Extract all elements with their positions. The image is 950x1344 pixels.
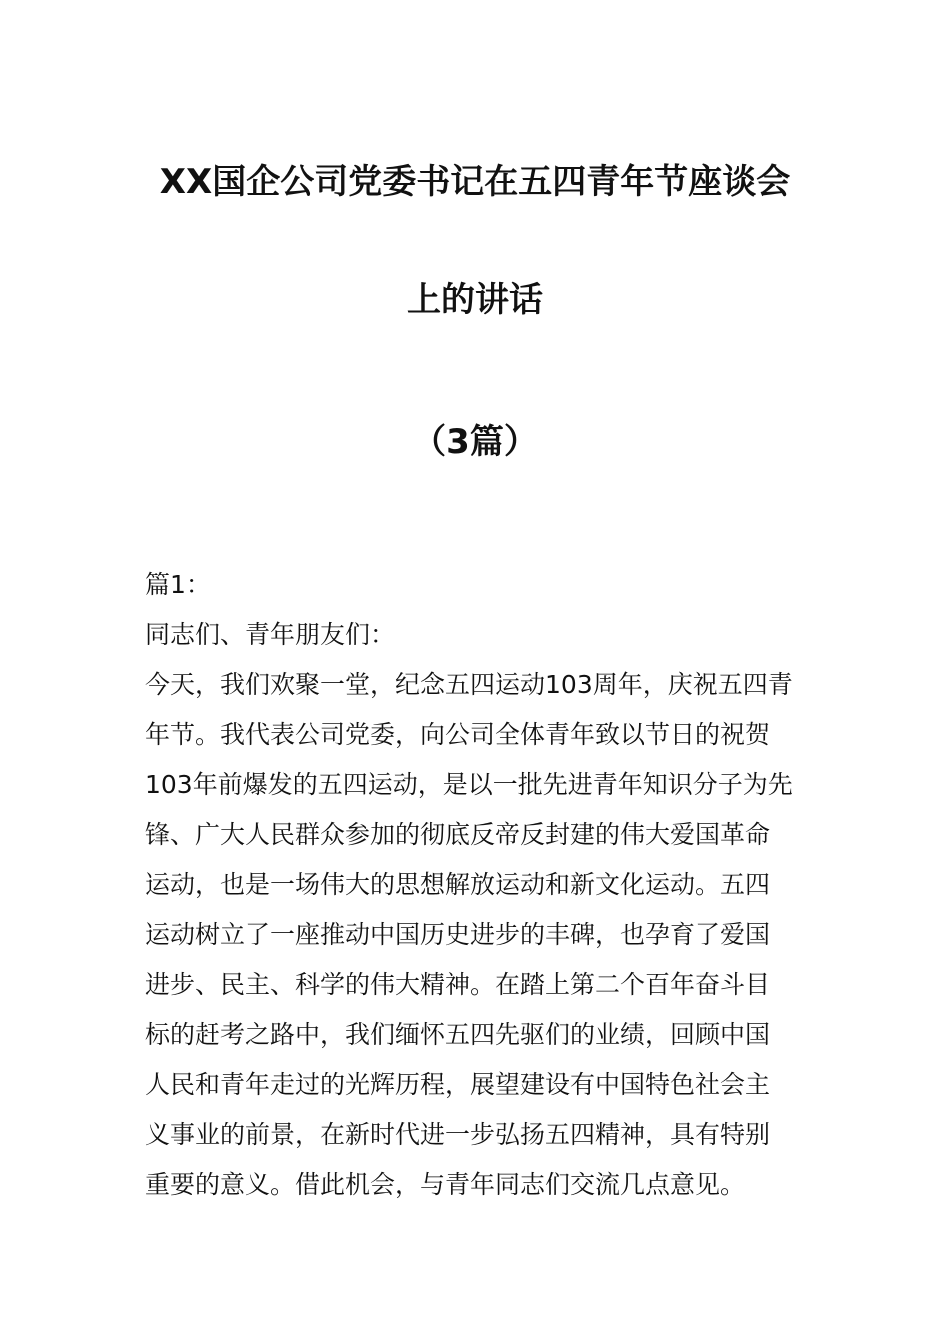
document-title-line-2: 上的讲话 <box>407 280 543 320</box>
body-line: 锋、广大人民群众参加的彻底反帝反封建的伟大爱国革命 <box>145 820 771 849</box>
section-heading: 篇1： <box>145 570 211 599</box>
body-line: 年节。我代表公司党委，向公司全体青年致以节日的祝贺 <box>145 720 771 749</box>
body-line: 人民和青年走过的光辉历程，展望建设有中国特色社会主 <box>145 1070 771 1099</box>
document-title-line-3: （3篇） <box>412 422 538 462</box>
document-body <box>145 560 810 1210</box>
body-line: 今天，我们欢聚一堂，纪念五四运动103周年，庆祝五四青 <box>145 670 793 699</box>
body-line: 标的赶考之路中，我们缅怀五四先驱们的业绩，回顾中国 <box>145 1020 771 1049</box>
document-title-line-1: XX国企公司党委书记在五四青年节座谈会 <box>159 162 791 202</box>
body-line: 运动，也是一场伟大的思想解放运动和新文化运动。五四 <box>145 870 771 899</box>
body-line: 进步、民主、科学的伟大精神。在踏上第二个百年奋斗目 <box>145 970 771 999</box>
body-line: 运动树立了一座推动中国历史进步的丰碑，也孕育了爱国 <box>145 920 771 949</box>
body-line: 103年前爆发的五四运动，是以一批先进青年知识分子为先 <box>145 770 793 799</box>
body-line: 义事业的前景，在新时代进一步弘扬五四精神，具有特别 <box>145 1120 771 1149</box>
body-line: 重要的意义。借此机会，与青年同志们交流几点意见。 <box>145 1170 746 1199</box>
salutation: 同志们、青年朋友们： <box>145 620 396 649</box>
